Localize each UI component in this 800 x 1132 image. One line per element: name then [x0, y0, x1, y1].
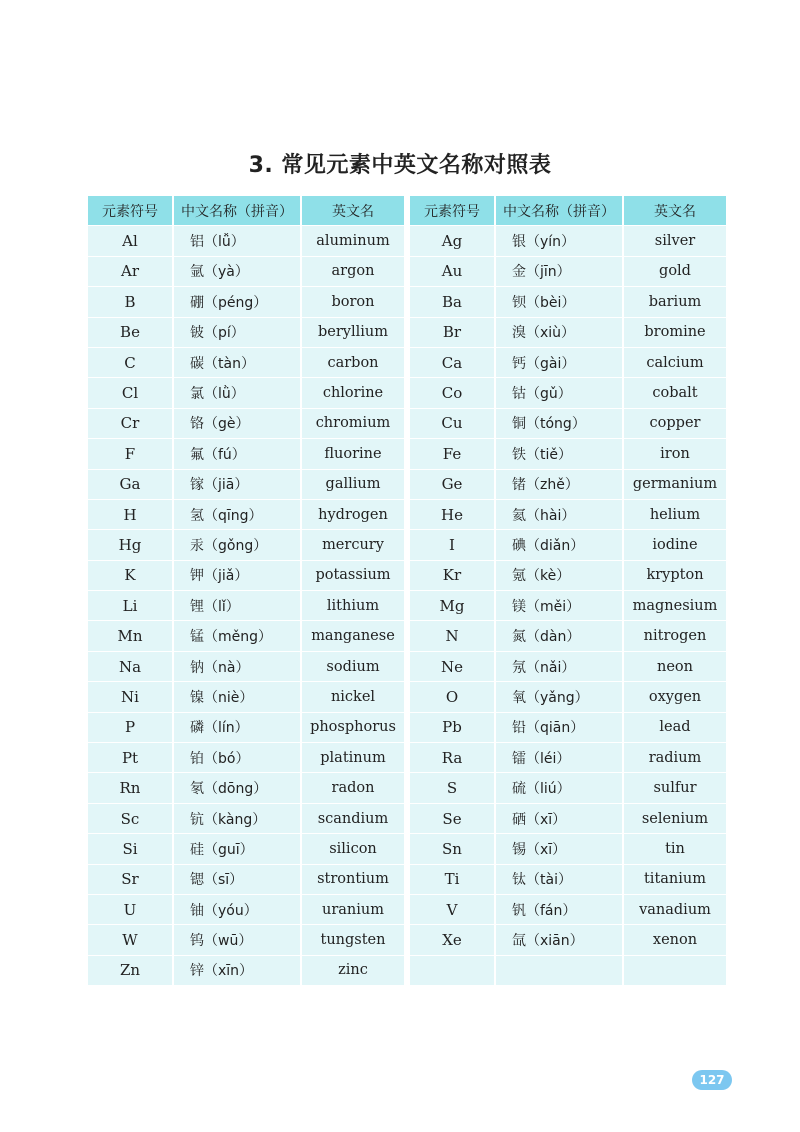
english-name: lithium — [302, 591, 404, 621]
english-name: chromium — [302, 409, 404, 439]
element-symbol: Li — [88, 591, 174, 621]
chinese-name-pinyin: 镁（měi） — [496, 591, 624, 621]
page-number-badge: 127 — [692, 1070, 732, 1090]
header-chinese-name: 中文名称（拼音） — [174, 196, 302, 226]
english-name: sodium — [302, 652, 404, 682]
chinese-name-pinyin: 镍（niè） — [174, 682, 302, 712]
element-symbol: Rn — [88, 773, 174, 803]
chinese-name-pinyin: 铍（pí） — [174, 318, 302, 348]
chinese-name-pinyin: 氦（hài） — [496, 500, 624, 530]
element-symbol: I — [410, 530, 496, 560]
chinese-name-pinyin: 钴（gǔ） — [496, 378, 624, 408]
element-symbol: Sr — [88, 865, 174, 895]
table-row — [88, 804, 404, 834]
chinese-name-pinyin: 硫（liú） — [496, 773, 624, 803]
table-row — [88, 409, 404, 439]
english-name: potassium — [302, 561, 404, 591]
table-row — [410, 804, 726, 834]
english-name: beryllium — [302, 318, 404, 348]
table-row — [88, 895, 404, 925]
element-symbol: Zn — [88, 956, 174, 986]
english-name — [624, 956, 726, 986]
english-name: magnesium — [624, 591, 726, 621]
table-row — [88, 925, 404, 955]
english-name: silicon — [302, 834, 404, 864]
chinese-name-pinyin: 铀（yóu） — [174, 895, 302, 925]
english-name: sulfur — [624, 773, 726, 803]
chinese-name-pinyin: 钪（kàng） — [174, 804, 302, 834]
table-row — [410, 621, 726, 651]
table-right-half — [410, 196, 726, 986]
header-symbol: 元素符号 — [88, 196, 174, 226]
table-row — [88, 834, 404, 864]
english-name: strontium — [302, 865, 404, 895]
table-row — [410, 834, 726, 864]
table-row — [88, 743, 404, 773]
english-name: helium — [624, 500, 726, 530]
table-row — [410, 348, 726, 378]
chinese-name-pinyin: 氧（yǎng） — [496, 682, 624, 712]
element-symbol: Kr — [410, 561, 496, 591]
english-name: nitrogen — [624, 621, 726, 651]
english-name: carbon — [302, 348, 404, 378]
chinese-name-pinyin: 铝（lǚ） — [174, 226, 302, 256]
english-name: zinc — [302, 956, 404, 986]
table-row — [410, 470, 726, 500]
table-row — [88, 530, 404, 560]
table-header-row — [410, 196, 726, 226]
table-row — [88, 378, 404, 408]
table-row — [88, 348, 404, 378]
element-symbol: Sc — [88, 804, 174, 834]
element-symbol: H — [88, 500, 174, 530]
table-row — [410, 773, 726, 803]
table-row — [410, 713, 726, 743]
chinese-name-pinyin: 硅（guī） — [174, 834, 302, 864]
english-name: tin — [624, 834, 726, 864]
english-name: oxygen — [624, 682, 726, 712]
table-row — [410, 925, 726, 955]
english-name: xenon — [624, 925, 726, 955]
english-name: chlorine — [302, 378, 404, 408]
element-symbol: Mn — [88, 621, 174, 651]
element-symbol: Ra — [410, 743, 496, 773]
element-symbol: Au — [410, 257, 496, 287]
chinese-name-pinyin: 镓（jiā） — [174, 470, 302, 500]
table-row — [410, 682, 726, 712]
table-row — [88, 621, 404, 651]
element-symbol: Cu — [410, 409, 496, 439]
element-symbol: Cr — [88, 409, 174, 439]
english-name: tungsten — [302, 925, 404, 955]
chinese-name-pinyin: 钡（bèi） — [496, 287, 624, 317]
element-symbol: He — [410, 500, 496, 530]
table-row — [88, 956, 404, 986]
element-symbol: Hg — [88, 530, 174, 560]
table-row — [410, 530, 726, 560]
table-left-half — [88, 196, 404, 986]
chinese-name-pinyin: 溴（xiù） — [496, 318, 624, 348]
english-name: hydrogen — [302, 500, 404, 530]
table-row — [410, 652, 726, 682]
chinese-name-pinyin: 锂（lǐ） — [174, 591, 302, 621]
chinese-name-pinyin: 钾（jiǎ） — [174, 561, 302, 591]
english-name: platinum — [302, 743, 404, 773]
chinese-name-pinyin: 钛（tài） — [496, 865, 624, 895]
chinese-name-pinyin: 碳（tàn） — [174, 348, 302, 378]
chinese-name-pinyin: 汞（gǒng） — [174, 530, 302, 560]
element-symbol: Pt — [88, 743, 174, 773]
table-row — [88, 470, 404, 500]
table-row — [88, 591, 404, 621]
element-symbol: Ti — [410, 865, 496, 895]
english-name: aluminum — [302, 226, 404, 256]
chinese-name-pinyin: 锌（xīn） — [174, 956, 302, 986]
element-symbol: Ar — [88, 257, 174, 287]
english-name: boron — [302, 287, 404, 317]
english-name: calcium — [624, 348, 726, 378]
english-name: vanadium — [624, 895, 726, 925]
page-title: 3. 常见元素中英文名称对照表 — [248, 153, 552, 178]
chinese-name-pinyin: 钠（nà） — [174, 652, 302, 682]
element-symbol: W — [88, 925, 174, 955]
chinese-name-pinyin: 氮（dàn） — [496, 621, 624, 651]
table-row — [410, 257, 726, 287]
table-row — [410, 895, 726, 925]
chinese-name-pinyin: 钒（fán） — [496, 895, 624, 925]
element-table — [88, 196, 726, 986]
chinese-name-pinyin: 银（yín） — [496, 226, 624, 256]
english-name: titanium — [624, 865, 726, 895]
english-name: mercury — [302, 530, 404, 560]
english-name: lead — [624, 713, 726, 743]
chinese-name-pinyin: 锰（měng） — [174, 621, 302, 651]
element-symbol: Xe — [410, 925, 496, 955]
english-name: krypton — [624, 561, 726, 591]
header-chinese-name: 中文名称（拼音） — [496, 196, 624, 226]
table-row — [88, 439, 404, 469]
element-symbol: Co — [410, 378, 496, 408]
chinese-name-pinyin: 氪（kè） — [496, 561, 624, 591]
chinese-name-pinyin: 钨（wū） — [174, 925, 302, 955]
element-symbol: S — [410, 773, 496, 803]
element-symbol: Ga — [88, 470, 174, 500]
element-symbol: Br — [410, 318, 496, 348]
chinese-name-pinyin: 碘（diǎn） — [496, 530, 624, 560]
chinese-name-pinyin: 氡（dōng） — [174, 773, 302, 803]
chinese-name-pinyin: 硒（xī） — [496, 804, 624, 834]
english-name: scandium — [302, 804, 404, 834]
table-row — [88, 257, 404, 287]
table-row — [88, 287, 404, 317]
chinese-name-pinyin: 氯（lǜ） — [174, 378, 302, 408]
element-symbol: Fe — [410, 439, 496, 469]
chinese-name-pinyin: 氢（qīng） — [174, 500, 302, 530]
header-symbol: 元素符号 — [410, 196, 496, 226]
element-symbol: C — [88, 348, 174, 378]
english-name: manganese — [302, 621, 404, 651]
english-name: argon — [302, 257, 404, 287]
table-row — [410, 318, 726, 348]
english-name: bromine — [624, 318, 726, 348]
english-name: fluorine — [302, 439, 404, 469]
element-symbol: Ba — [410, 287, 496, 317]
element-symbol: V — [410, 895, 496, 925]
chinese-name-pinyin: 铅（qiān） — [496, 713, 624, 743]
chinese-name-pinyin: 氟（fú） — [174, 439, 302, 469]
english-name: iodine — [624, 530, 726, 560]
table-row — [410, 956, 726, 986]
chinese-name-pinyin: 硼（péng） — [174, 287, 302, 317]
table-row — [410, 378, 726, 408]
english-name: selenium — [624, 804, 726, 834]
table-row — [410, 226, 726, 256]
chinese-name-pinyin: 氩（yà） — [174, 257, 302, 287]
header-english-name: 英文名 — [302, 196, 404, 226]
chinese-name-pinyin: 钙（gài） — [496, 348, 624, 378]
element-symbol: O — [410, 682, 496, 712]
english-name: nickel — [302, 682, 404, 712]
element-symbol: Pb — [410, 713, 496, 743]
chinese-name-pinyin: 氙（xiān） — [496, 925, 624, 955]
english-name: germanium — [624, 470, 726, 500]
element-symbol — [410, 956, 496, 986]
table-row — [88, 500, 404, 530]
english-name: copper — [624, 409, 726, 439]
table-header-row — [88, 196, 404, 226]
element-symbol: Ca — [410, 348, 496, 378]
english-name: gold — [624, 257, 726, 287]
table-row — [410, 409, 726, 439]
table-row — [410, 743, 726, 773]
element-symbol: Ni — [88, 682, 174, 712]
english-name: phosphorus — [302, 713, 404, 743]
chinese-name-pinyin: 锡（xī） — [496, 834, 624, 864]
chinese-name-pinyin: 磷（lín） — [174, 713, 302, 743]
element-symbol: Sn — [410, 834, 496, 864]
table-row — [410, 287, 726, 317]
element-symbol: K — [88, 561, 174, 591]
element-symbol: Se — [410, 804, 496, 834]
english-name: radium — [624, 743, 726, 773]
element-symbol: B — [88, 287, 174, 317]
table-row — [410, 591, 726, 621]
english-name: barium — [624, 287, 726, 317]
chinese-name-pinyin: 锗（zhě） — [496, 470, 624, 500]
table-row — [88, 682, 404, 712]
element-symbol: F — [88, 439, 174, 469]
element-symbol: Be — [88, 318, 174, 348]
table-row — [88, 773, 404, 803]
chinese-name-pinyin: 铂（bó） — [174, 743, 302, 773]
table-row — [88, 226, 404, 256]
element-symbol: U — [88, 895, 174, 925]
table-row — [410, 865, 726, 895]
chinese-name-pinyin: 镭（léi） — [496, 743, 624, 773]
english-name: uranium — [302, 895, 404, 925]
english-name: gallium — [302, 470, 404, 500]
table-row — [88, 561, 404, 591]
table-row — [88, 652, 404, 682]
english-name: neon — [624, 652, 726, 682]
table-row — [88, 865, 404, 895]
table-row — [410, 500, 726, 530]
element-symbol: P — [88, 713, 174, 743]
element-symbol: Si — [88, 834, 174, 864]
chinese-name-pinyin: 金（jīn） — [496, 257, 624, 287]
english-name: cobalt — [624, 378, 726, 408]
chinese-name-pinyin: 铬（gè） — [174, 409, 302, 439]
table-row — [88, 713, 404, 743]
element-symbol: Cl — [88, 378, 174, 408]
chinese-name-pinyin: 锶（sī） — [174, 865, 302, 895]
chinese-name-pinyin: 铁（tiě） — [496, 439, 624, 469]
english-name: silver — [624, 226, 726, 256]
element-symbol: Mg — [410, 591, 496, 621]
chinese-name-pinyin: 铜（tóng） — [496, 409, 624, 439]
chinese-name-pinyin — [496, 956, 624, 986]
element-symbol: Ge — [410, 470, 496, 500]
chinese-name-pinyin: 氖（nǎi） — [496, 652, 624, 682]
english-name: iron — [624, 439, 726, 469]
element-symbol: Ag — [410, 226, 496, 256]
element-symbol: Na — [88, 652, 174, 682]
element-symbol: Al — [88, 226, 174, 256]
header-english-name: 英文名 — [624, 196, 726, 226]
table-row — [410, 561, 726, 591]
element-symbol: N — [410, 621, 496, 651]
element-symbol: Ne — [410, 652, 496, 682]
english-name: radon — [302, 773, 404, 803]
table-row — [410, 439, 726, 469]
table-row — [88, 318, 404, 348]
